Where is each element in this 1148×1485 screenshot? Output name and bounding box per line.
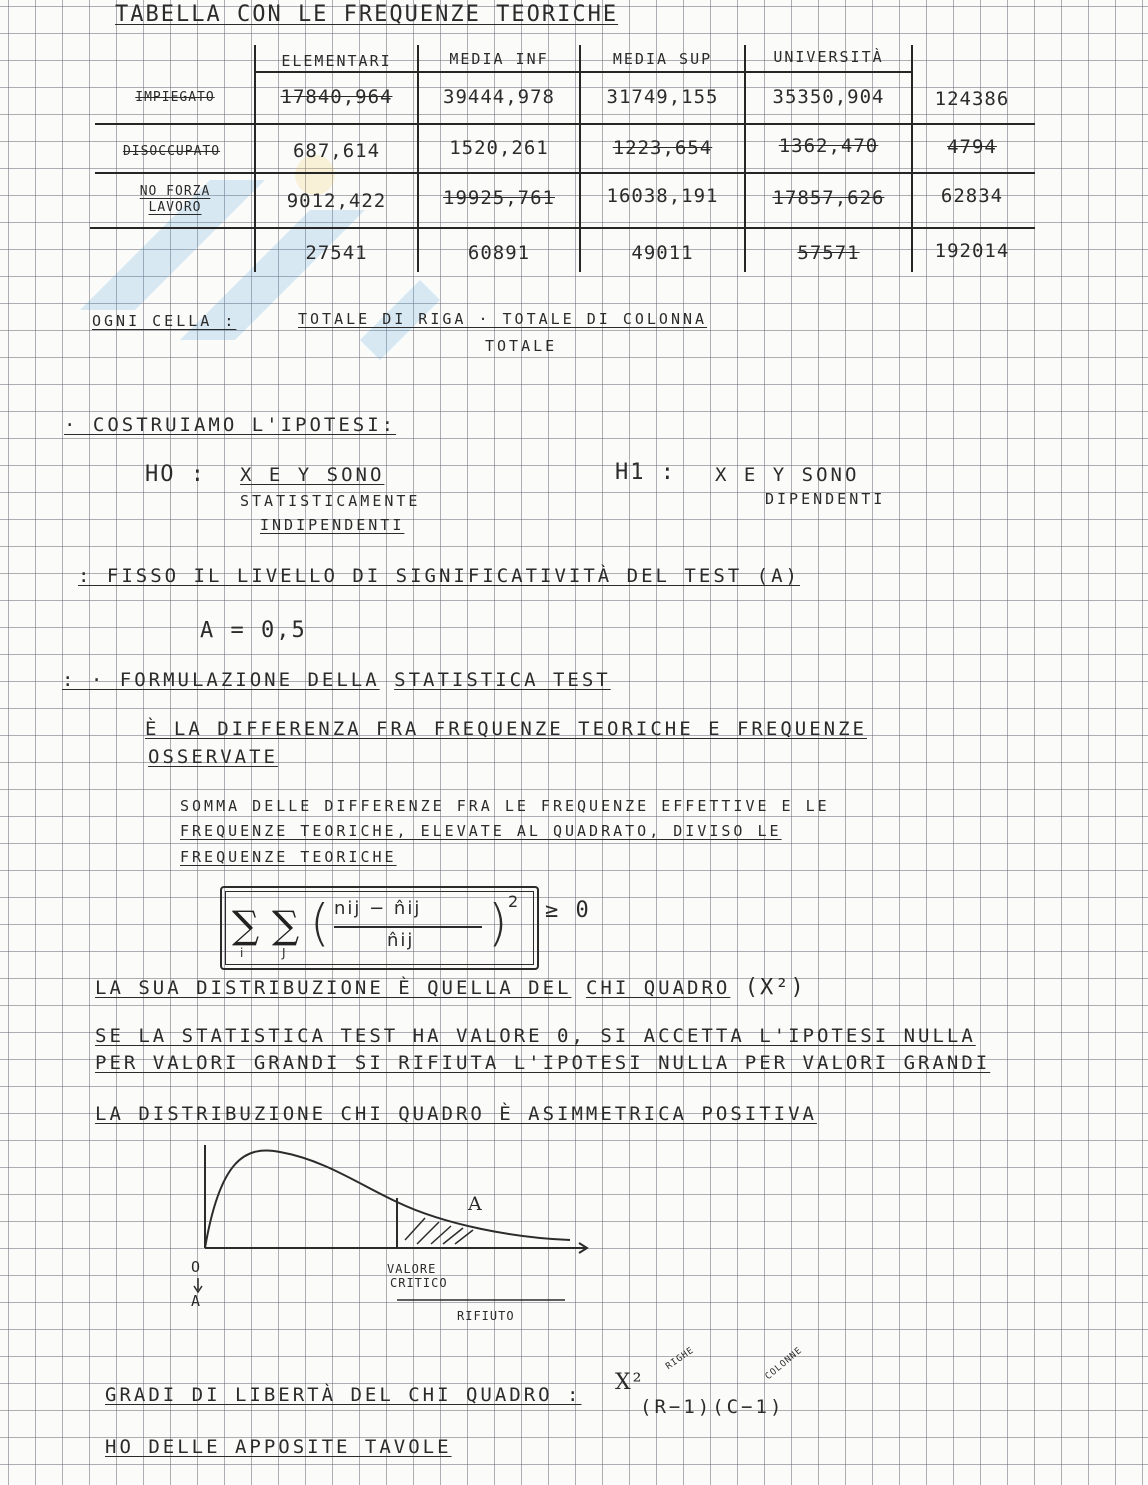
col-header-universita: UNIVERSITÀ xyxy=(773,48,884,66)
row-total: 124386 xyxy=(934,88,1010,110)
test-statistic-desc-1: È LA DIFFERENZA FRA FREQUENZE TEORICHE E FREQUENZE xyxy=(145,718,867,740)
distribution-line xyxy=(95,975,806,1000)
cell-rule-numerator: TOTALE DI RIGA · TOTALE DI COLONNA xyxy=(298,310,708,328)
formula-box xyxy=(220,886,539,970)
column-total: 49011 xyxy=(631,242,694,264)
formula-sum-i xyxy=(232,900,262,950)
hypotheses-heading: · COSTRUIAMO L'IPOTESI: xyxy=(64,414,397,436)
grand-total: 192014 xyxy=(934,240,1010,262)
row-label-impiegato: IMPIEGATO xyxy=(135,90,215,105)
degrees-label: GRADI DI LIBERTÀ DEL CHI QUADRO : xyxy=(105,1384,582,1406)
formula-fraction-bar xyxy=(334,926,482,928)
table-cell: 9012,422 xyxy=(286,190,387,212)
degrees-chi-symbol: Χ² xyxy=(615,1370,644,1395)
table-cell: 687,614 xyxy=(292,140,381,162)
alpha-value: Α = 0,5 xyxy=(200,618,307,643)
formula-sum-j xyxy=(272,900,302,950)
svg-text:∑: ∑ xyxy=(272,903,300,947)
table-cell: 39444,978 xyxy=(443,86,555,108)
test-statistic-term: STATISTICA TEST xyxy=(394,669,611,691)
critical-value-label-1: VALORE xyxy=(387,1262,437,1276)
test-statistic-heading xyxy=(62,669,611,691)
origin-label: O xyxy=(191,1258,202,1276)
formula-relation: ≥ 0 xyxy=(545,898,591,923)
formula-sub-j: J xyxy=(282,946,286,960)
rejection-label: RIFIUTO xyxy=(457,1309,515,1323)
page-title: TABELLA CON LE FREQUENZE TEORICHE xyxy=(115,2,619,27)
formula-exponent: 2 xyxy=(508,892,519,911)
formula-numerator: nij − n̂ij xyxy=(334,898,422,919)
accept-line-2: PER VALORI GRANDI SI RIFIUTA L'IPOTESI NULLA PER VALORI GRANDI xyxy=(95,1052,991,1074)
degrees-expression: (R−1)(C−1) xyxy=(640,1396,785,1418)
alpha-label: Α xyxy=(468,1193,485,1215)
asymmetry-line: LA DISTRIBUZIONE CHI QUADRO È ASIMMETRICA POSITIVA xyxy=(95,1103,817,1125)
cell-rule-label: OGNI CELLA : xyxy=(92,312,237,330)
table-cell: 17857,626 xyxy=(772,187,885,209)
sum-desc-1: SOMMA DELLE DIFFERENZE FRA LE FREQUENZE EFFETTIVE E LE xyxy=(180,797,830,815)
h0-line1: X E Y SONO xyxy=(240,464,385,486)
table-cell: 19925,761 xyxy=(443,187,555,209)
chi-symbol: (Χ²) xyxy=(744,975,806,1000)
formula-paren-close: ) xyxy=(488,894,508,952)
column-total: 57571 xyxy=(797,242,860,264)
distribution-prefix: LA SUA DISTRIBUZIONE È QUELLA DEL xyxy=(95,977,572,999)
table-cell: 1362,470 xyxy=(778,135,879,157)
accept-line-1: SE LA STATISTICA TEST HA VALORE 0, SI ACCETTA L'IPOTESI NULLA xyxy=(95,1025,976,1047)
chi-square-sketch xyxy=(185,1140,605,1340)
degrees-columns-note: COLONNE xyxy=(763,1345,805,1382)
sum-desc-2: FREQUENZE TEORICHE, ELEVATE AL QUADRATO, DIVISO LE xyxy=(180,822,782,840)
row-label-line1: NO FORZA xyxy=(139,184,211,199)
table-cell: 1520,261 xyxy=(449,137,549,159)
test-statistic-prefix: : · FORMULAZIONE DELLA xyxy=(62,669,380,691)
tables-note: HO DELLE APPOSITE TAVOLE xyxy=(105,1436,452,1458)
h0-line2: STATISTICAMENTE xyxy=(240,492,421,510)
degrees-rows-note: RIGHE xyxy=(664,1345,697,1372)
table-cell: 31749,155 xyxy=(606,86,719,108)
h1-line1: X E Y SONO xyxy=(715,464,860,486)
test-statistic-desc-2: OSSERVATE xyxy=(148,746,278,768)
row-total: 4794 xyxy=(947,136,997,158)
row-label-line2: LAVORO xyxy=(148,200,202,215)
h1-symbol: H1 : xyxy=(615,460,676,485)
cell-rule-denominator: TOTALE xyxy=(485,337,558,355)
row-label-no-forza-lavoro xyxy=(95,184,255,216)
formula-sub-i: i xyxy=(240,946,244,960)
origin-sub-label: A xyxy=(191,1292,202,1310)
h1-line2: DIPENDENTI xyxy=(765,490,886,508)
h0-symbol: HO : xyxy=(145,462,206,487)
table-cell: 1223,654 xyxy=(612,137,713,159)
table-cell: 17840,964 xyxy=(280,86,393,108)
col-header-media-sup: MEDIA SUP xyxy=(612,50,713,68)
critical-value-label-2: CRITICO xyxy=(390,1276,448,1290)
col-header-media-inf: MEDIA INF xyxy=(449,50,549,68)
table-cell: 35350,904 xyxy=(772,86,885,108)
column-total: 27541 xyxy=(305,242,368,264)
row-total: 62834 xyxy=(940,185,1004,207)
table-cell: 16038,191 xyxy=(606,185,719,207)
col-header-elementari: ELEMENTARI xyxy=(281,52,392,70)
formula-paren-open: ( xyxy=(310,894,330,952)
sum-desc-3: FREQUENZE TEORICHE xyxy=(180,848,397,866)
chi-quadro-label: CHI QUADRO xyxy=(585,977,731,999)
significance-heading: : FISSO IL LIVELLO DI SIGNIFICATIVITÀ DEL TEST (Α) xyxy=(78,565,800,587)
svg-text:∑: ∑ xyxy=(232,903,260,947)
column-total: 60891 xyxy=(467,242,531,264)
h0-line3: INDIPENDENTI xyxy=(260,516,405,534)
formula-denominator: n̂ij xyxy=(387,930,415,951)
row-label-disoccupato: DISOCCUPATO xyxy=(122,144,221,159)
